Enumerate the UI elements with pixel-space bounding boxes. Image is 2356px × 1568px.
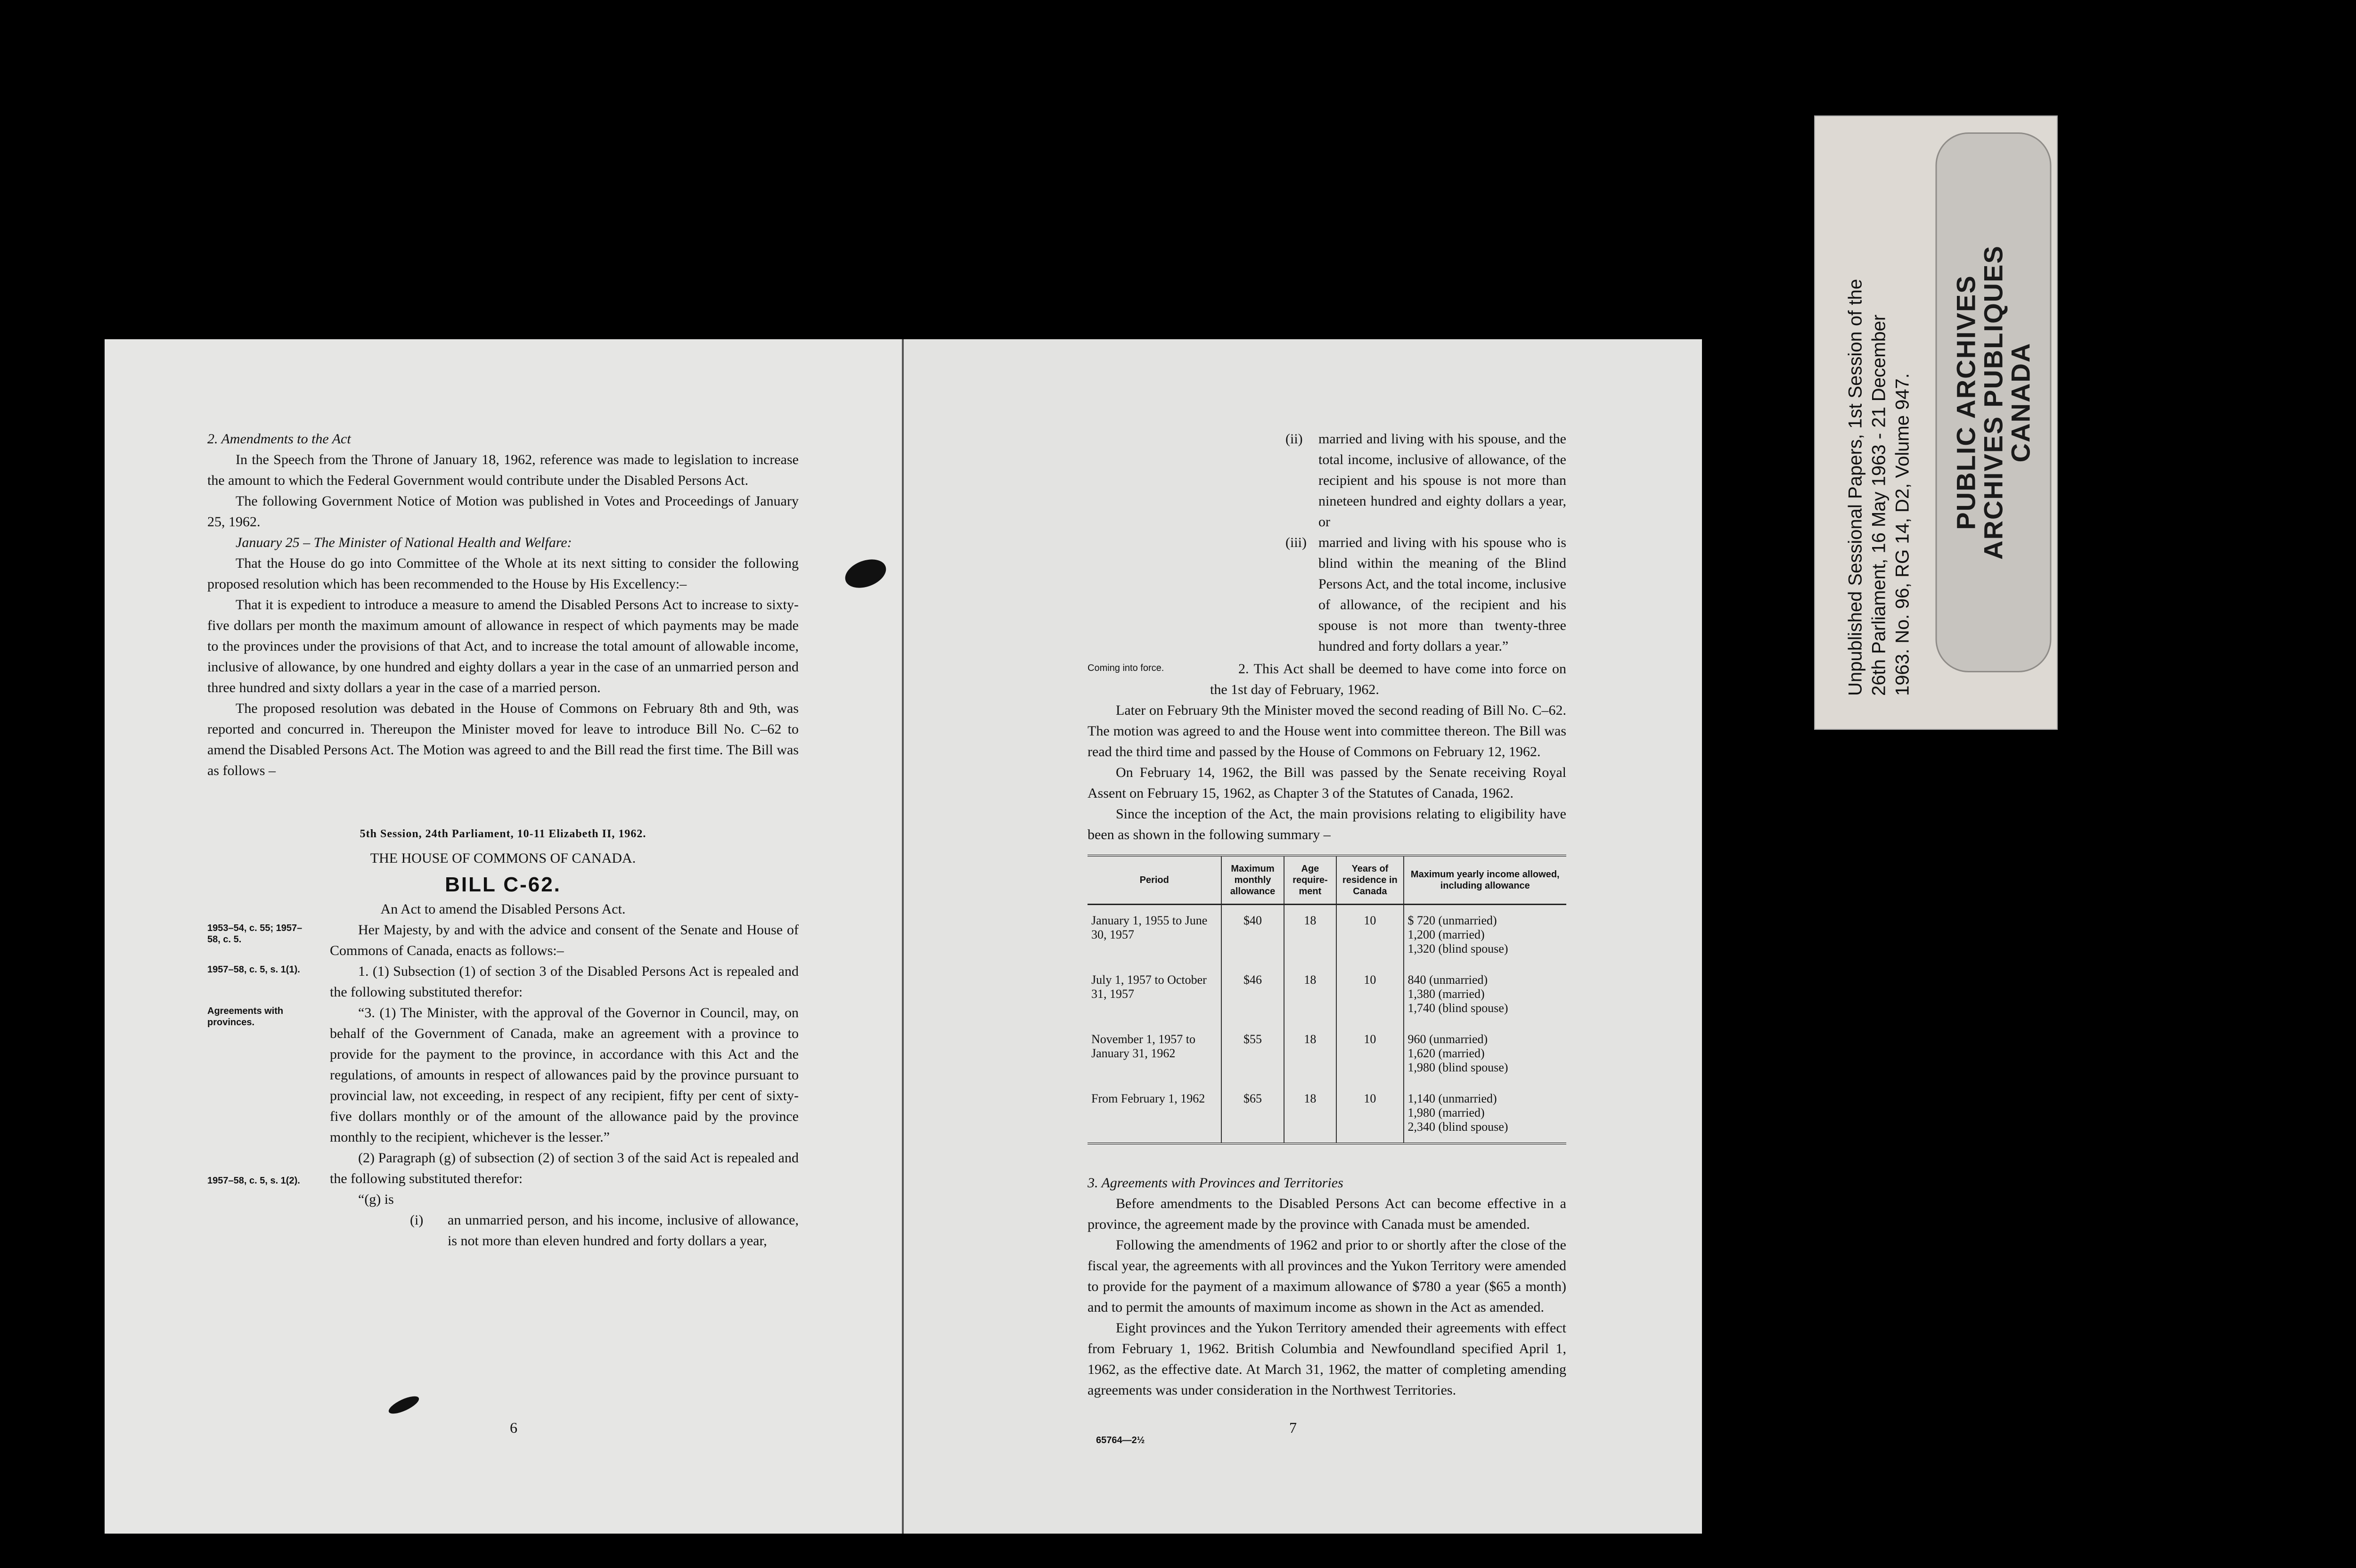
income-line: 1,980 (married) bbox=[1407, 1106, 1485, 1119]
bill-paragraph-g: “(g) is bbox=[358, 1192, 394, 1207]
income-line: 960 (unmarried) bbox=[1407, 1032, 1488, 1046]
income-line: 1,200 (married) bbox=[1407, 928, 1485, 941]
period-cell: November 1, 1957 to January 31, 1962 bbox=[1091, 1032, 1195, 1060]
paragraph: The following Government Notice of Motion was published in Votes and Proceedings of January 25, 1962. bbox=[207, 493, 799, 530]
paragraph: The proposed resolution was debated in the House of Commons on February 8th and 9th, was reported and concurred in. Thereupon the Minister moved for leave to introduce Bill No. C–62 to amend the Disabled Persons Act. The Motion was agreed to and the Bill read the first time. The Bill was as follows – bbox=[207, 701, 799, 778]
bill-enacting-clause: Her Majesty, by and with the advice and consent of the Senate and House of Commons of Canada, enacts as follows:– bbox=[330, 922, 799, 958]
page-7 bbox=[904, 339, 1702, 1534]
income-line: 1,140 (unmarried) bbox=[1407, 1092, 1497, 1105]
margin-note: 1953–54, c. 55; 1957–58, c. 5. bbox=[207, 923, 303, 945]
citation-line: 1963. No. 96, RG 14, D2, Volume 947. bbox=[1892, 373, 1913, 696]
bill-section-1: 1. (1) Subsection (1) of section 3 of the Disabled Persons Act is repealed and the following substituted therefor: bbox=[330, 964, 799, 1000]
bill-item-ii bbox=[1285, 429, 1566, 532]
citation-line: Unpublished Sessional Papers, 1st Session of the bbox=[1845, 279, 1865, 696]
residence-cell: 10 bbox=[1336, 964, 1403, 1024]
paragraph: That the House do go into Committee of the Whole at its next sitting to consider the following proposed resolution which has been recommended to the House by His Excellency:– bbox=[207, 555, 799, 592]
ink-blot bbox=[386, 1393, 421, 1417]
item-number: (i) bbox=[410, 1212, 424, 1228]
income-line: 840 (unmarried) bbox=[1407, 973, 1488, 987]
paragraph: Later on February 9th the Minister moved the second reading of Bill No. C–62. The motion was agreed to and the House went into committee thereon. The Bill was read the third time and passed by the House of Commons on February 12, 1962. bbox=[1088, 702, 1566, 760]
margin-note: Agreements with provinces. bbox=[207, 1006, 284, 1028]
session-line: 5th Session, 24th Parliament, 10-11 Elizabeth II, 1962. bbox=[360, 828, 646, 840]
period-cell: July 1, 1957 to October 31, 1957 bbox=[1091, 973, 1207, 1001]
income-line: 1,620 (married) bbox=[1407, 1046, 1485, 1060]
archive-label-content bbox=[1815, 116, 2057, 729]
paragraph: Before amendments to the Disabled Persons Act can become effective in a province, the agreement made by the province with Canada must be amended. bbox=[1088, 1196, 1566, 1232]
stamp-line: ARCHIVES PUBLIQUES bbox=[1978, 245, 2008, 560]
income-cell bbox=[1404, 1024, 1566, 1083]
table-row bbox=[1088, 1083, 1566, 1143]
income-line: $ 720 (unmarried) bbox=[1407, 914, 1497, 927]
item-text: married and living with his spouse who is blind within the meaning of the Blind Persons Act, and the total income, inclusive of allowance, of the recipient and his spouse is not more than twenty-three hundred and forty dollars a year.” bbox=[1318, 535, 1566, 654]
margin-note: 1957–58, c. 5, s. 1(1). bbox=[207, 964, 300, 975]
margin-note: Coming into force. bbox=[1088, 663, 1164, 673]
bill-section-2: (2) Paragraph (g) of subsection (2) of section 3 of the said Act is repealed and the following substituted therefor: bbox=[330, 1150, 799, 1186]
notice-heading: January 25 – The Minister of National Health and Welfare: bbox=[236, 535, 572, 550]
ink-blot bbox=[841, 554, 890, 593]
printer-code: 65764—2½ bbox=[1096, 1435, 1145, 1446]
archives-stamp bbox=[1935, 132, 2051, 672]
document-spread bbox=[105, 339, 1702, 1534]
item-number: (iii) bbox=[1285, 535, 1307, 550]
table-row bbox=[1088, 905, 1566, 965]
income-cell bbox=[1404, 1083, 1566, 1143]
paragraph: In the Speech from the Throne of January 18, 1962, reference was made to legislation to increase the amount to which the Federal Government would contribute under the Disabled Persons Act. bbox=[207, 452, 799, 488]
allowance-cell: $55 bbox=[1221, 1024, 1284, 1083]
citation-line: 26th Parliament, 16 May 1963 - 21 December bbox=[1868, 314, 1889, 696]
item-number: (ii) bbox=[1285, 431, 1303, 447]
income-cell bbox=[1404, 905, 1566, 965]
table-row bbox=[1088, 964, 1566, 1024]
bill-item-iii bbox=[1285, 532, 1566, 657]
income-line: 2,340 (blind spouse) bbox=[1407, 1120, 1508, 1134]
residence-cell: 10 bbox=[1336, 1024, 1403, 1083]
allowance-cell: $65 bbox=[1221, 1083, 1284, 1143]
paragraph: On February 14, 1962, the Bill was passed by the Senate receiving Royal Assent on February 15, 1962, as Chapter 3 of the Statutes of Canada, 1962. bbox=[1088, 765, 1566, 801]
age-cell: 18 bbox=[1284, 1083, 1337, 1143]
income-line: 1,740 (blind spouse) bbox=[1407, 1001, 1508, 1015]
stamp-line: PUBLIC ARCHIVES bbox=[1951, 275, 1980, 530]
period-cell: From February 1, 1962 bbox=[1088, 1083, 1221, 1143]
bill-section-2-force: 2. This Act shall be deemed to have come into force on the 1st day of February, 1962. bbox=[1210, 661, 1566, 697]
bill-section-1-quote: “3. (1) The Minister, with the approval of the Governor in Council, may, on behalf of the Government of Canada, make an agreement with a province to provide for the payment to the province, in accordance with this Act and the regulations, of amounts in respect of allowances paid by the province pursuant to provincial law, not exceeding, in respect of any recipient, fifty per cent of sixty-five dollars monthly or of the amount of the allowance paid by the province monthly to the recipient, whichever is the lesser.” bbox=[330, 1005, 799, 1145]
column-header: Period bbox=[1088, 856, 1221, 905]
section-heading-agreements: 3. Agreements with Provinces and Territories bbox=[1088, 1175, 1343, 1191]
bill-body bbox=[207, 920, 799, 1251]
stamp-line: CANADA bbox=[2005, 342, 2035, 463]
item-text: an unmarried person, and his income, inclusive of allowance, is not more than eleven hundred and forty dollars a year, bbox=[448, 1212, 799, 1249]
income-line: 1,380 (married) bbox=[1407, 987, 1485, 1001]
bill-title: BILL C-62. bbox=[445, 873, 561, 896]
age-cell: 18 bbox=[1284, 964, 1337, 1024]
right-column bbox=[1088, 429, 1566, 1401]
bill-section-2-block bbox=[1088, 659, 1566, 700]
income-cell bbox=[1404, 964, 1566, 1024]
item-text: married and living with his spouse, and the total income, inclusive of allowance, of the recipient and his spouse is not more than nineteen hundred and eighty dollars a year, or bbox=[1318, 431, 1566, 530]
section-heading-amendments: 2. Amendments to the Act bbox=[207, 431, 351, 447]
margin-note: 1957–58, c. 5, s. 1(2). bbox=[207, 1176, 300, 1186]
income-line: 1,320 (blind spouse) bbox=[1407, 942, 1508, 956]
column-header: Maximum yearly income allowed, including allowance bbox=[1404, 856, 1566, 905]
allowance-cell: $46 bbox=[1221, 964, 1284, 1024]
archive-citation bbox=[1843, 140, 1914, 696]
table-row bbox=[1088, 1024, 1566, 1083]
paragraph: Eight provinces and the Yukon Territory amended their agreements with effect from February 1, 1962. British Columbia and Newfoundland specified April 1, 1962, as the effective date. At March 31, 1962, the matter of completing amending agreements was under consideration in the Northwest Territories. bbox=[1088, 1320, 1566, 1398]
column-header: Maximum monthly allowance bbox=[1221, 856, 1284, 905]
eligibility-table bbox=[1088, 855, 1566, 1144]
bill-item-i bbox=[410, 1210, 799, 1251]
residence-cell: 10 bbox=[1336, 1083, 1403, 1143]
period-cell: January 1, 1955 to June 30, 1957 bbox=[1091, 914, 1208, 941]
left-column bbox=[207, 429, 799, 1251]
page-6 bbox=[105, 339, 904, 1534]
house-line: THE HOUSE OF COMMONS OF CANADA. bbox=[370, 850, 636, 866]
allowance-cell: $40 bbox=[1221, 905, 1284, 965]
income-line: 1,980 (blind spouse) bbox=[1407, 1061, 1508, 1074]
page-number: 6 bbox=[510, 1419, 517, 1436]
age-cell: 18 bbox=[1284, 905, 1337, 965]
paragraph: Since the inception of the Act, the main provisions relating to eligibility have been as shown in the following summary – bbox=[1088, 806, 1566, 842]
paragraph: That it is expedient to introduce a measure to amend the Disabled Persons Act to increase to sixty-five dollars per month the maximum amount of allowance in respect of which payments may be made to the provinces under the provisions of that Act, and to increase the total amount of allowable income, inclusive of allowance, by one hundred and eighty dollars a year in the case of an unmarried person and three hundred and sixty dollars a year in the case of a married person. bbox=[207, 597, 799, 695]
archive-label-card bbox=[1814, 115, 2058, 730]
bill-subtitle: An Act to amend the Disabled Persons Act. bbox=[380, 901, 626, 917]
column-header: Age require-ment bbox=[1284, 856, 1337, 905]
paragraph: Following the amendments of 1962 and prior to or shortly after the close of the fiscal year, the agreements with all provinces and the Yukon Territory were amended to provide for the payment of a maximum allowance of $780 a year ($65 a month) and to permit the amounts of maximum income as shown in the Act as amended. bbox=[1088, 1237, 1566, 1315]
residence-cell: 10 bbox=[1336, 905, 1403, 965]
age-cell: 18 bbox=[1284, 1024, 1337, 1083]
column-header: Years of residence in Canada bbox=[1336, 856, 1403, 905]
table-header-row bbox=[1088, 856, 1566, 905]
page-number: 7 bbox=[1289, 1419, 1297, 1436]
